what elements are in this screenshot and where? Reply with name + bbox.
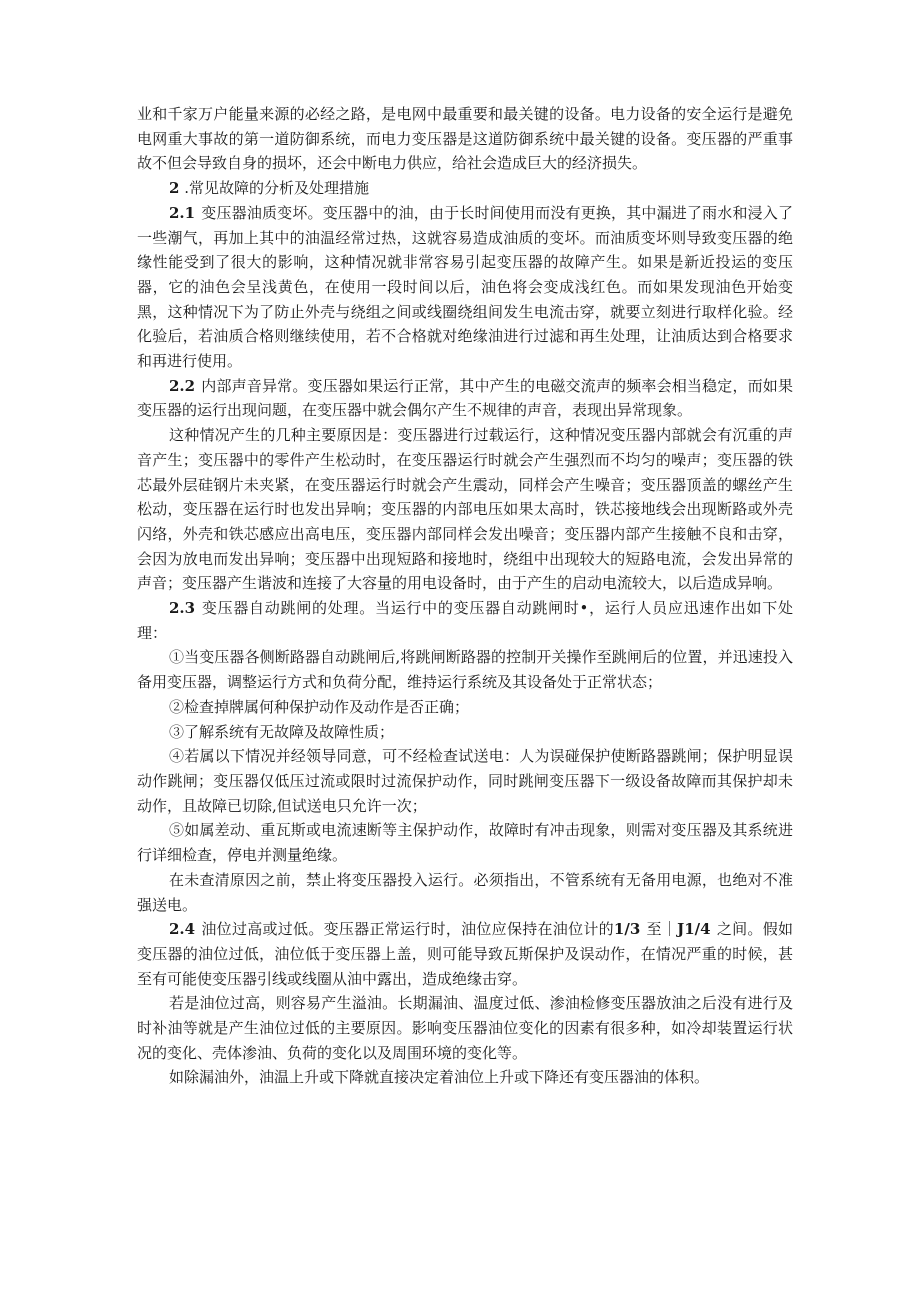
list-item-2: ②检查掉牌属何种保护动作及动作是否正确； [169, 697, 470, 716]
section-number: 2.4 [169, 920, 196, 939]
warning-paragraph: 在未查清原因之前，禁止将变压器投入运行。必须指出，不管系统有无备用电源，也绝对不准强送电。 [137, 870, 793, 914]
intro-paragraph: 业和千家万户能量来源的必经之路，是电网中最重要和最关键的设备。电力设备的安全运行是避免电网重大事故的第一道防御系统，而电力变压器是这道防御系统中最关键的设备。变压器的严重事故不但会导致自身的损坏，还会中断电力供应，给社会造成巨大的经济损失。 [137, 105, 793, 173]
section-text: 之间。假如变压器的油位过低，油位低于变压器上盖，则可能导致瓦斯保护及误动作，在情况严重的时候，甚至有可能使变压器引线或线圈从油中露出，造成绝缘击穿。 [137, 920, 793, 988]
document-body [137, 102, 793, 1090]
section-number: 2.1 [169, 203, 196, 222]
section-title: .常见故障的分析及处理措施 [184, 179, 369, 198]
section-number: 2.3 [169, 599, 196, 618]
section-2-4-paragraph [137, 917, 793, 991]
section-heading-2 [137, 176, 793, 201]
list-item-3: ③了解系统有无故障及故障性质； [169, 722, 395, 741]
noise-causes-paragraph: 这种情况产生的几种主要原因是：变压器进行过载运行，这种情况变压器内部就会有沉重的声音产生；变压器中的零件产生松动时，在变压器运行时就会产生强烈而不均匀的噪声；变压器的铁芯最外层硅钢片未夹紧，在变压器运行时就会产生震动，同样会产生噪音；变压器顶盖的螺丝产生松动，变压器在运行时也发出异响；变压器的内部电压如果太高时，铁芯接地线会出现断路或外壳闪络，外壳和铁芯感应出高电压，变压器内部同样会发出噪音；变压器内部产生接触不良和击穿，会因为放电而发出异响；变压器中出现短路和接地时，绕组中出现较大的短路电流，会发出异常的声音；变压器产生谐波和连接了大容量的用电设备时，由于产生的启动电流较大，以后造成异响。 [137, 426, 793, 593]
section-2-2-paragraph [137, 374, 793, 423]
list-item-5: ⑤如属差动、重瓦斯或电流速断等主保护动作，故障时有冲击现象，则需对变压器及其系统进行详细检查，停电并测量绝缘。 [137, 821, 793, 865]
list-item-1: ①当变压器各侧断路器自动跳闸后,将跳闸断路器的控制开关操作至跳闸后的位置，并迅速投入备用变压器，调整运行方式和负荷分配，维持运行系统及其设备处于正常状态； [137, 648, 793, 692]
section-number: 2 [169, 179, 180, 198]
last-paragraph: 如除漏油外，油温上升或下降就直接决定着油位上升或下降还有变压器油的体积。 [169, 1068, 710, 1087]
list-item-4: ④若属以下情况并经领导同意，可不经检查试送电：人为误碰保护使断路器跳闸；保护明显误动作跳闸；变压器仅低压过流或限时过流保护动作，同时跳闸变压器下一级设备故障而其保护却未动作，且故障已切除,但试送电只允许一次； [137, 747, 793, 815]
section-number: 2.2 [169, 376, 196, 395]
section-text: 至｜ [646, 920, 678, 939]
section-2-3-paragraph [137, 596, 793, 645]
oil-high-paragraph: 若是油位过高，则容易产生溢油。长期漏油、温度过低、渗油检修变压器放油之后没有进行及时补油等就是产生油位过低的主要原因。影响变压器油位变化的因素有很多种，如冷却装置运行状况的变化、壳体渗油、负荷的变化以及周围环境的变化等。 [137, 994, 793, 1062]
oil-level-upper-fraction: J1/4 [677, 920, 711, 939]
section-text: 油位过高或过低。变压器正常运行时，油位应保持在油位计的 [201, 920, 614, 939]
section-text: 变压器自动跳闸的处理。当运行中的变压器自动跳闸时•，运行人员应迅速作出如下处理： [137, 599, 793, 642]
oil-level-lower-fraction: 1/3 [613, 920, 641, 939]
section-2-1-paragraph [137, 201, 793, 374]
section-text: 内部声音异常。变压器如果运行正常，其中产生的电磁交流声的频率会相当稳定，而如果变压器的运行出现问题，在变压器中就会偶尔产生不规律的声音，表现出异常现象。 [137, 376, 793, 420]
section-text: 变压器油质变坏。变压器中的油，由于长时间使用而没有更换，其中漏进了雨水和浸入了一些潮气，再加上其中的油温经常过热，这就容易造成油质的变坏。而油质变坏则导致变压器的绝缘性能受到了很大的影响，这种情况就非常容易引起变压器的故障产生。如果是新近投运的变压器，它的油色会呈浅黄色，在使用一段时间以后，油色将会变成浅红色。而如果发现油色开始变黑，这种情况下为了防止外壳与绕组之间或线圈绕组间发生电流击穿，就要立刻进行取样化验。经化验后，若油质合格则继续使用，若不合格就对绝缘油进行过滤和再生处理，让油质达到合格要求和再进行使用。 [137, 203, 793, 371]
